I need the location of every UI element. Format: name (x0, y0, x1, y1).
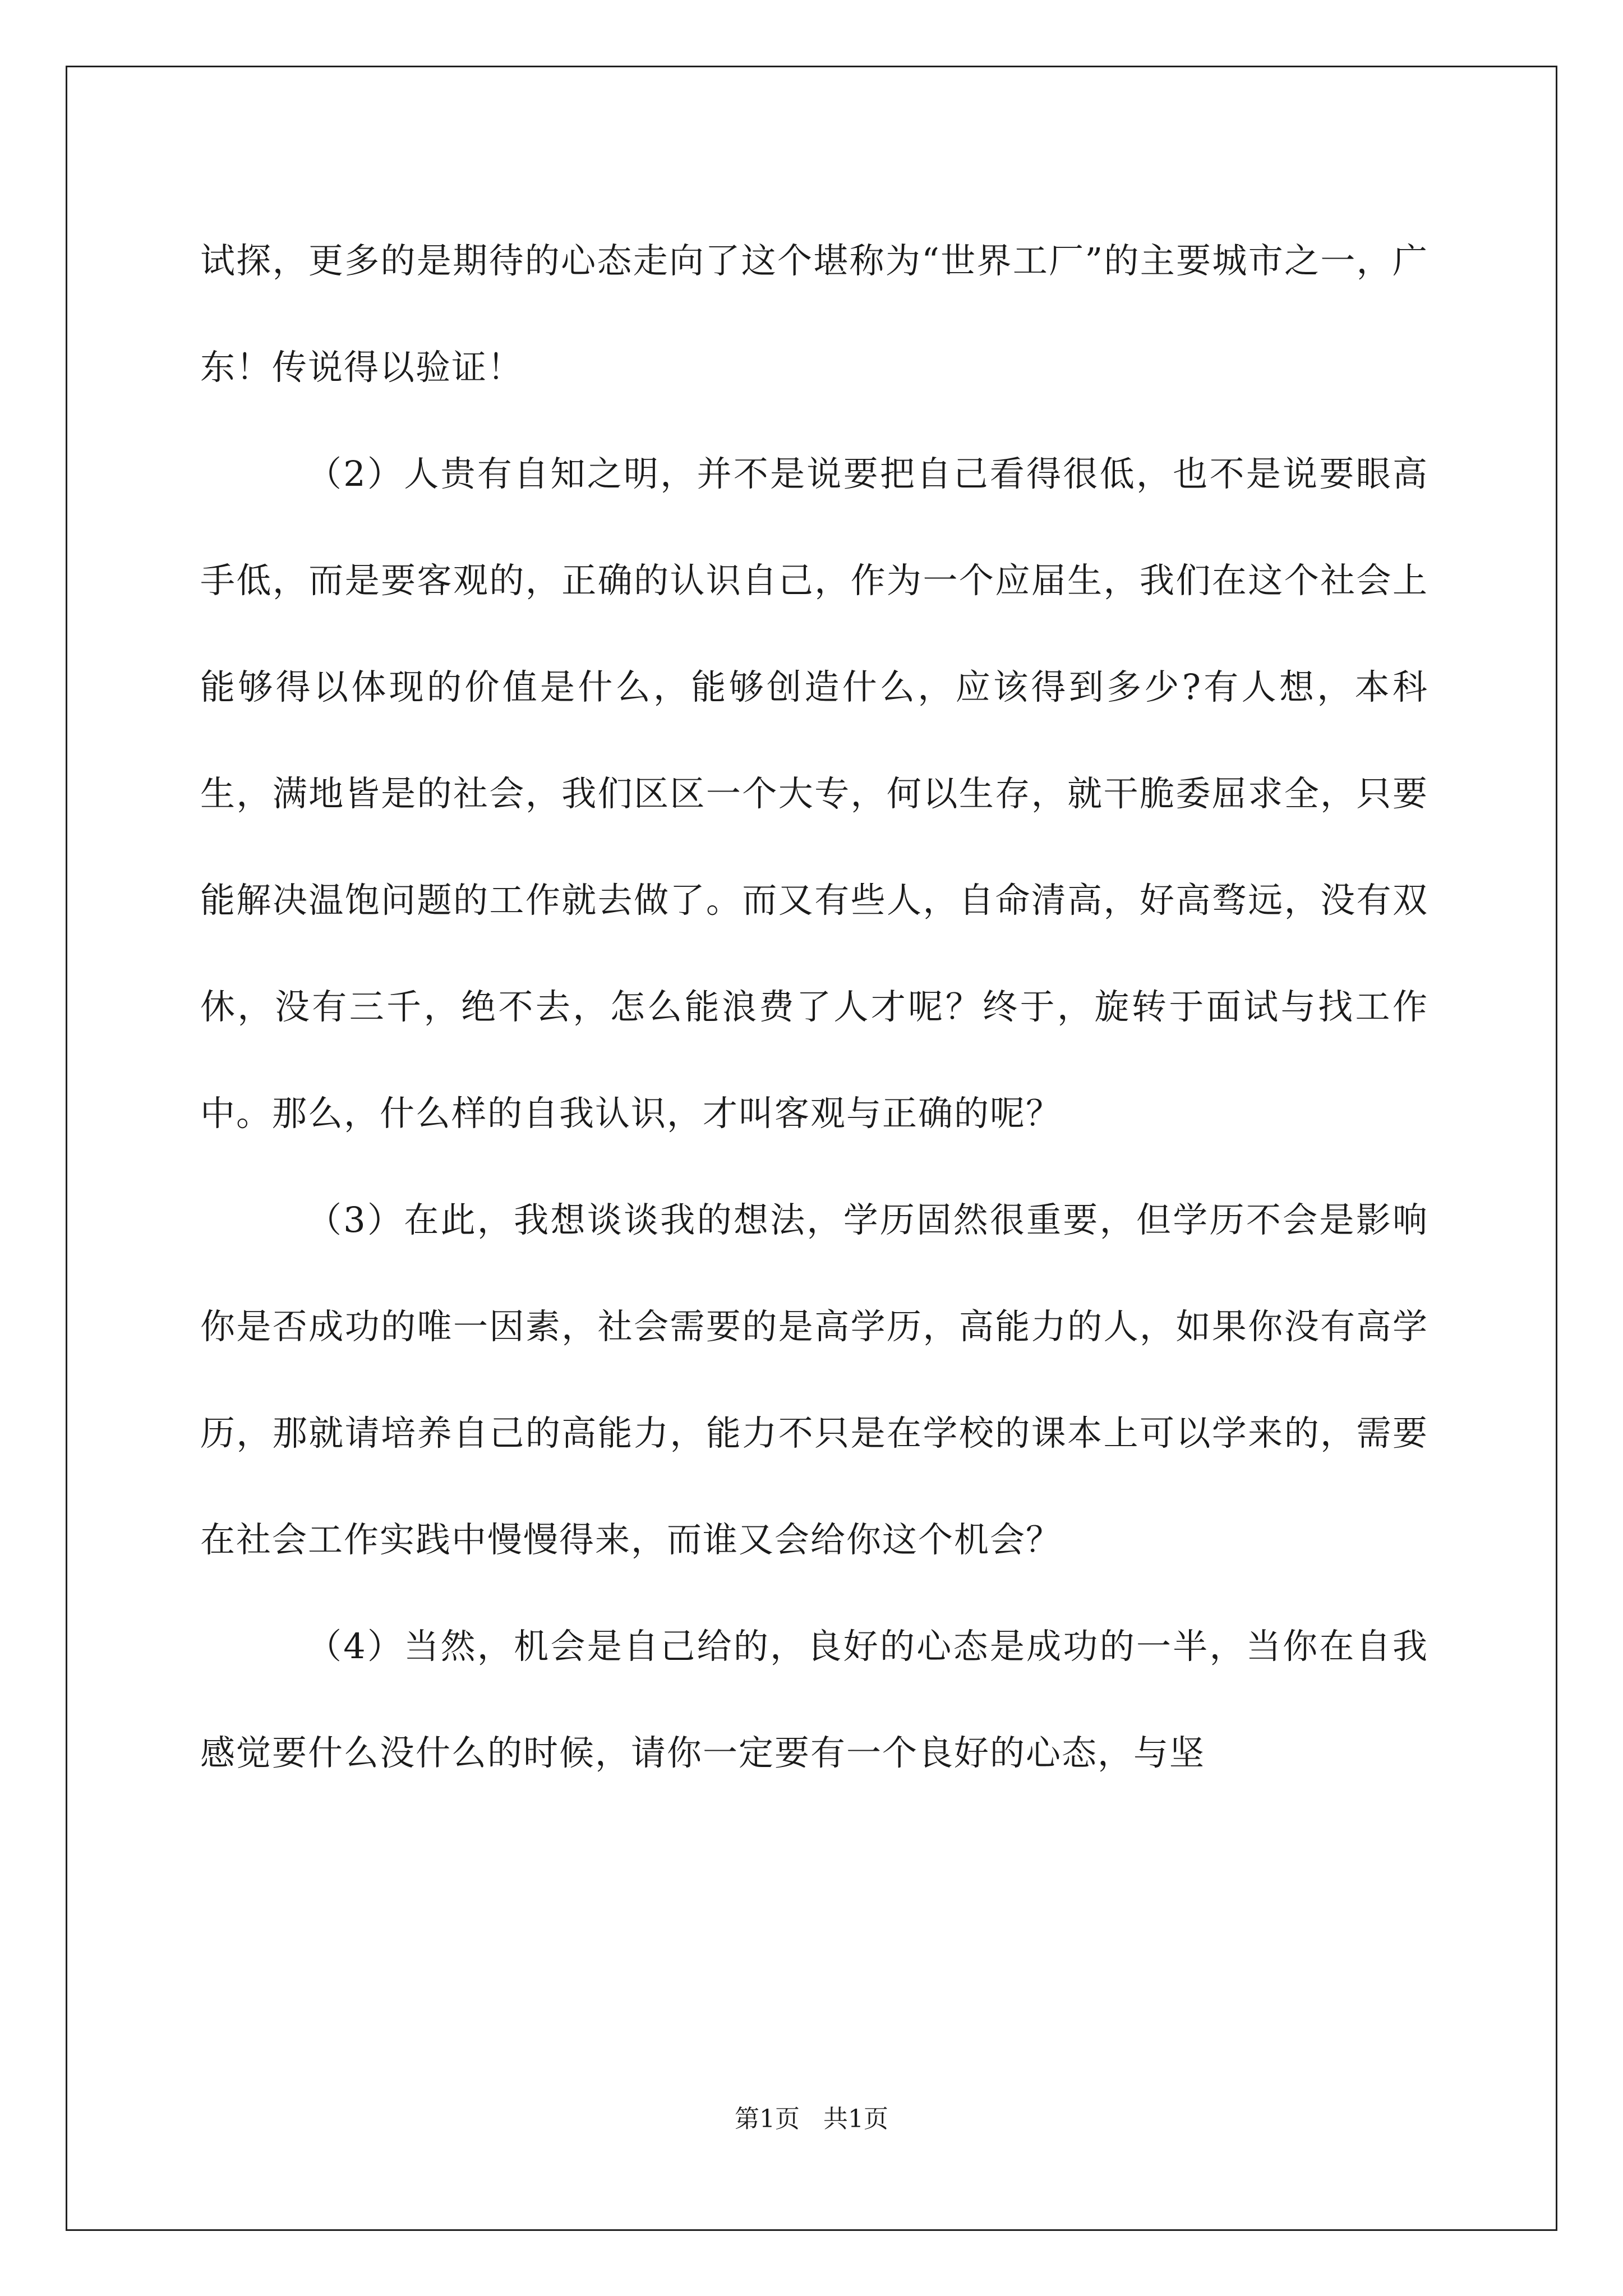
paragraph-3: （3）在此，我想谈谈我的想法，学历固然很重要，但学历不会是影响你是否成功的唯一因素，社会需要的是高学历，高能力的人，如果你没有高学历，那就请培养自己的高能力，能力不只是在学校的课本上可以学来的，需要在社会工作实践中慢慢得来，而谁又会给你这个机会？ (200, 1199, 1428, 1560)
page-number-footer: 第1页 共1页 (735, 2105, 888, 2133)
document-body (200, 208, 1428, 1806)
paragraph-2: （2）人贵有自知之明，并不是说要把自己看得很低，也不是说要眼高手低，而是要客观的，正确的认识自己，作为一个应届生，我们在这个社会上能够得以体现的价值是什么，能够创造什么，应该得到多少?有人想，本科生，满地皆是的社会，我们区区一个大专，何以生存，就干脆委屈求全，只要能解决温饱问题的工作就去做了。而又有些人，自命清高，好高骛远，没有双休，没有三千，绝不去，怎么能浪费了人才呢？终于，旋转于面试与找工作中。那么，什么样的自我认识，才叫客观与正确的呢？ (200, 453, 1428, 1134)
paragraph-4: （4）当然，机会是自己给的，良好的心态是成功的一半，当你在自我感觉要什么没什么的时候，请你一定要有一个良好的心态，与坚 (200, 1626, 1428, 1773)
paragraph-1: 试探，更多的是期待的心态走向了这个堪称为“世界工厂”的主要城市之一，广东！传说得以验证！ (200, 240, 1428, 388)
